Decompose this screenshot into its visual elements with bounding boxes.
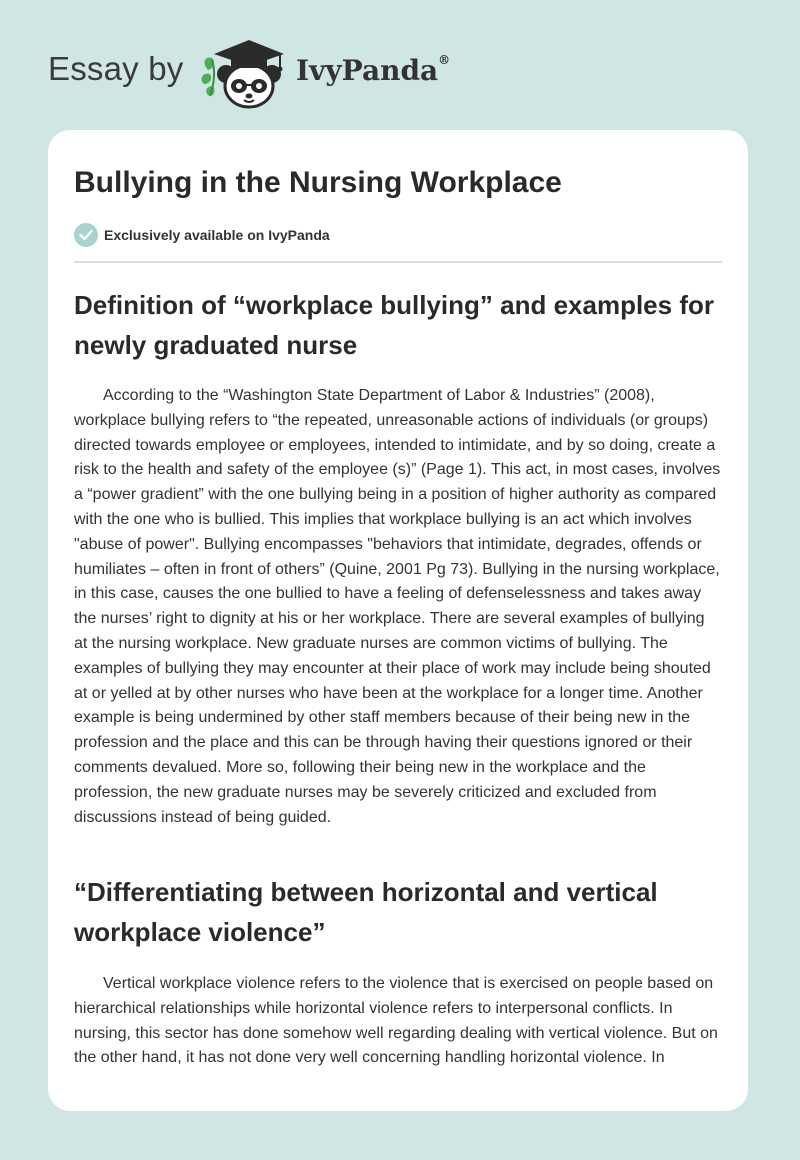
brand-prefix: Essay by — [48, 50, 184, 87]
essay-card — [48, 130, 748, 1111]
section-paragraph: According to the “Washington State Department of Labor & Industries” (2008), workplace bullying refers to “the repeated, unreasonable actions of individuals (or groups) directed towards employee or employees, intended to intimidate, and by so doing, create a risk to the health and safety of the employee (s)” (Page 1). This act, in most cases, involves a “power gradient” with the one bullying being in a position of higher authority as compared with the one who is bullied. This implies that workplace bullying is an act which involves "abuse of power". Bullying encompasses "behaviors that intimidate, degrades, offends or humiliates – often in front of others” (Quine, 2001 Pg 73). Bullying in the nursing workplace, in this case, causes the one bullied to have a feeling of defenselessness and takes away the nurses’ right to dignity at his or her workplace. There are several examples of bullying at the nursing workplace. New graduate nurses are common victims of bullying. The examples of bullying they may encounter at their place of work may include being shouted at or yelled at by other nurses who have been at the workplace for a longer time. Another example is being undermined by other staff members because of their being new in the profession and the place and this can be through having their questions ignored or their comments devalued. More so, following their being new in the workplace and the profession, the new graduate nurses may be severely criticized and excluded from discussions instead of being guided. — [74, 387, 721, 826]
trademark-symbol: ® — [438, 52, 451, 67]
section-heading: Definition of “workplace bullying” and examples for newly graduated nurse — [74, 290, 714, 360]
exclusive-badge — [74, 222, 330, 248]
checkmark-icon — [74, 223, 98, 247]
brand-name: IvyPanda® — [296, 52, 451, 87]
title-divider — [74, 261, 722, 263]
section-heading: “Differentiating between horizontal and vertical workplace violence” — [74, 877, 658, 947]
site-header-brand[interactable] — [48, 36, 488, 112]
essay-title: Bullying in the Nursing Workplace — [74, 166, 562, 199]
section-paragraph: Vertical workplace violence refers to the violence that is exercised on people based on hierarchical relationships while horizontal violence refers to interpersonal conflicts. In nursing, this sector has done somehow well regarding dealing with vertical violence. But on the other hand, it has not done very well concerning handling horizontal violence. In — [74, 975, 718, 1067]
panda-logo-icon — [200, 36, 292, 110]
exclusive-badge-label: Exclusively available on IvyPanda — [104, 227, 330, 243]
